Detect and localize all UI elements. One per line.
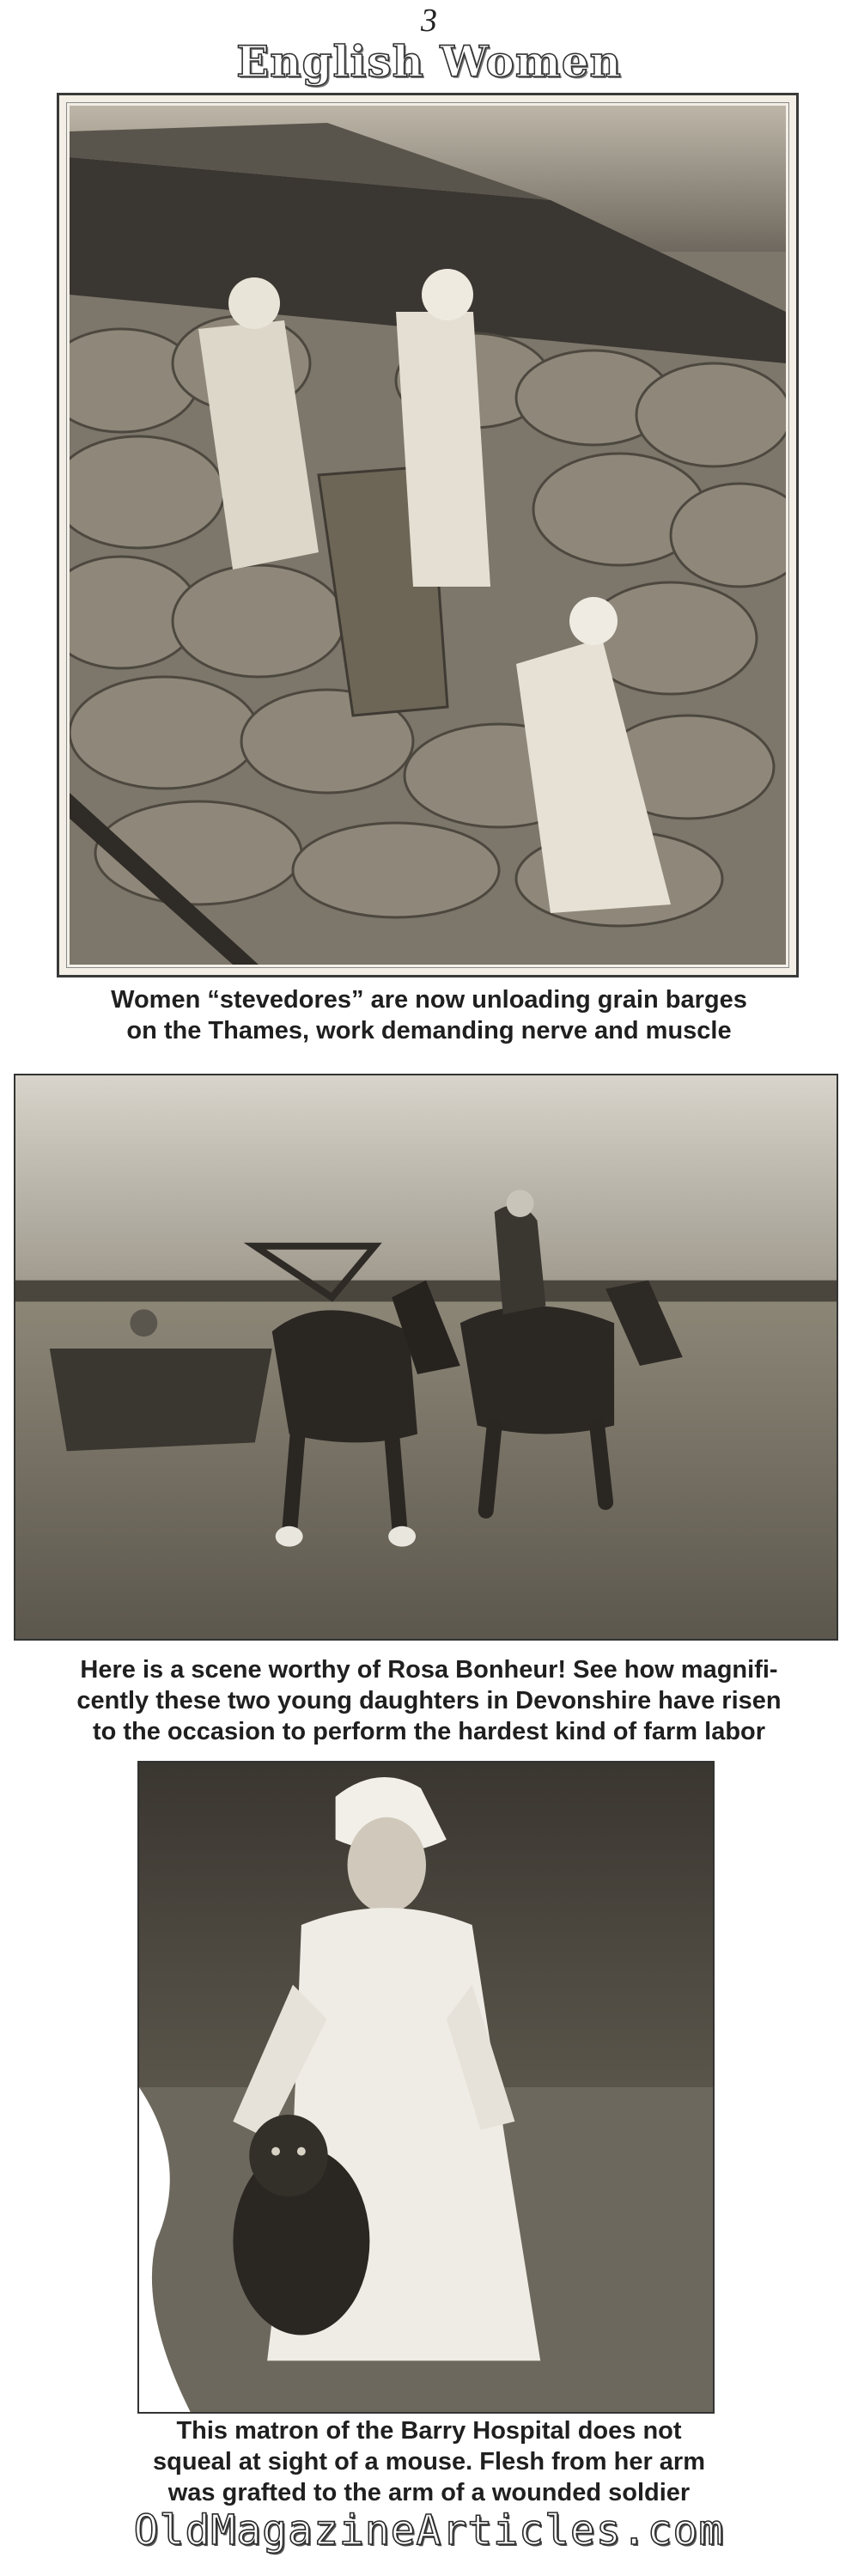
footer-brand: OldMagazineArticles.com	[133, 2506, 725, 2555]
page-title: English Women	[236, 36, 622, 87]
photo-frame-stevedores	[57, 93, 799, 977]
photo-matron	[137, 1761, 715, 2414]
caption-matron	[0, 2415, 858, 2508]
page-number: 3	[421, 3, 437, 39]
caption-line: Here is a scene worthy of Rosa Bonheur! See how magnifi-	[80, 1656, 778, 1684]
caption-line: This matron of the Barry Hospital does not	[176, 2417, 682, 2445]
photo-stevedores	[70, 106, 786, 965]
photo-devonshire-farm	[14, 1074, 838, 1641]
caption-line: was grafted to the arm of a wounded soldier	[167, 2479, 691, 2506]
caption-stevedores	[0, 984, 858, 1046]
caption-devonshire	[0, 1654, 858, 1747]
caption-line: Women “stevedores” are now unloading grain barges	[111, 986, 747, 1014]
caption-line: squeal at sight of a mouse. Flesh from her arm	[153, 2448, 705, 2476]
caption-line: to the occasion to perform the hardest kind of farm labor	[92, 1718, 766, 1745]
caption-line: cently these two young daughters in Devonshire have risen	[76, 1687, 782, 1714]
caption-line: on the Thames, work demanding nerve and muscle	[126, 1017, 732, 1044]
